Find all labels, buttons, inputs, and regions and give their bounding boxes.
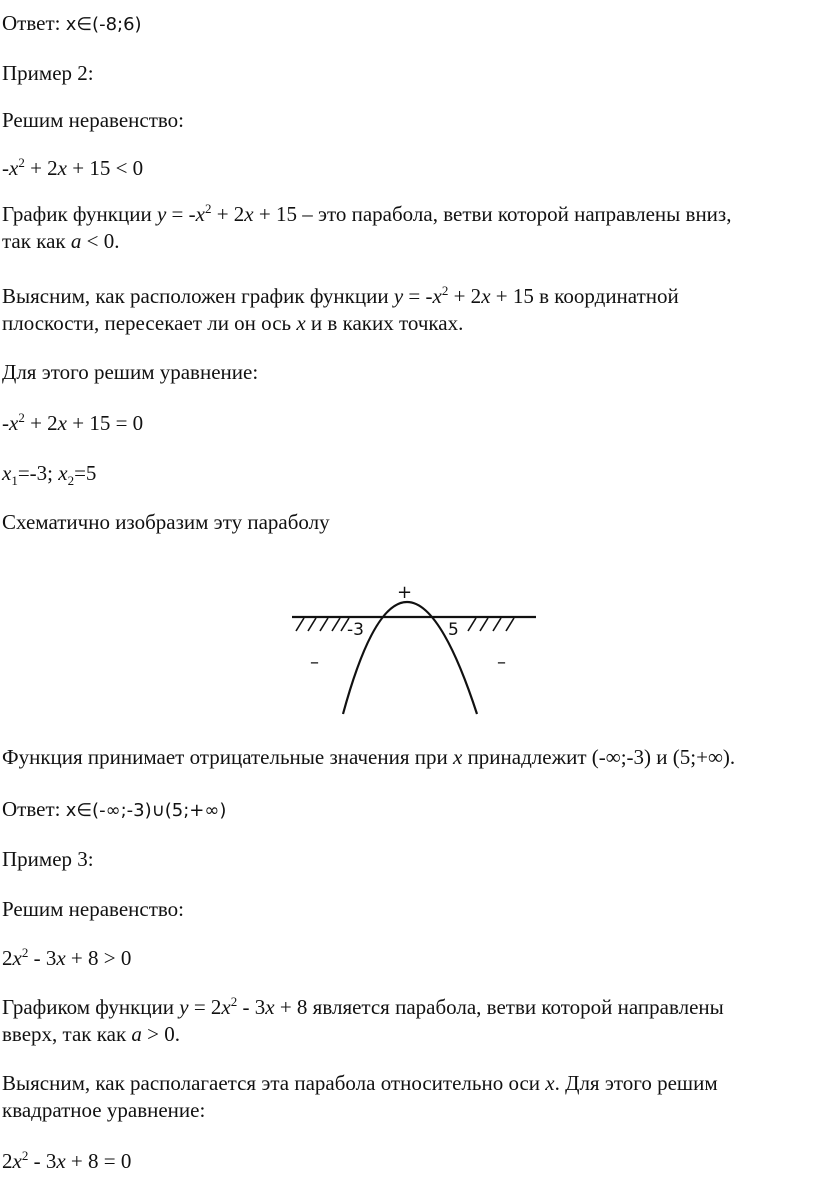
example-3-inequality: $2x^2 - 3x + 8 > 0$ [2, 945, 132, 970]
example-3-equation: $2x^2 - 3x + 8 = 0$ [2, 1148, 132, 1173]
hatching-right [468, 618, 514, 631]
answer-line-2 [2, 796, 226, 824]
parabola-sketch [288, 556, 540, 718]
root-label-left: -3 [347, 620, 364, 640]
example-2-locate: Выясним, как расположен график функции $y = -x^2 + 2x + 15$ в координатной плоскости, пересекает ли он ось x и в каких точках. [2, 283, 679, 335]
example-2-solve-intro: Для этого решим уравнение: [2, 360, 259, 384]
example-2-intro: Решим неравенство: [2, 108, 185, 132]
example-2-title: Пример 2: [2, 61, 94, 85]
answer-label: Ответ: [2, 11, 66, 35]
answer-label: Ответ: [2, 797, 66, 821]
example-2-equation: $-x^2 + 2x + 15 = 0$ [2, 410, 144, 435]
example-2-conclusion: Функция принимает отрицательные значения при x принадлежит (-∞;-3) и (5;+∞). [2, 745, 736, 769]
hatching-left [296, 618, 349, 631]
example-2-graph-description: График функции $y = -x^2 + 2x + 15$ – это парабола, ветви которой направлены вниз, так как a < 0. [2, 201, 732, 253]
example-2-roots: $x_1=-3$; $x_2=5$ [2, 461, 97, 488]
example-3-locate: Выясним, как располагается эта парабола относительно оси x. Для этого решим квадратное уравнение: [2, 1071, 718, 1122]
parabola-curve [343, 602, 477, 714]
answer-value: x∈(-∞;-3)∪(5;+∞) [65, 800, 227, 821]
sign-minus-right: – [497, 652, 506, 673]
answer-value: x∈(-8;6) [65, 14, 142, 35]
example-2-inequality: $-x^2 + 2x + 15 < 0$ [2, 155, 144, 180]
sign-plus-inside: + [397, 582, 413, 603]
example-2-sketch-intro: Схематично изобразим эту параболу [2, 510, 330, 534]
sign-minus-left: – [310, 652, 319, 673]
example-3-intro: Решим неравенство: [2, 897, 185, 921]
example-3-graph-description: Графиком функции $y = 2x^2 - 3x + 8$ является парабола, ветви которой направлены вверх, так как a > 0. [2, 994, 724, 1046]
example-3-title: Пример 3: [2, 847, 94, 871]
answer-line-1 [2, 10, 142, 38]
root-label-right: 5 [448, 620, 459, 640]
